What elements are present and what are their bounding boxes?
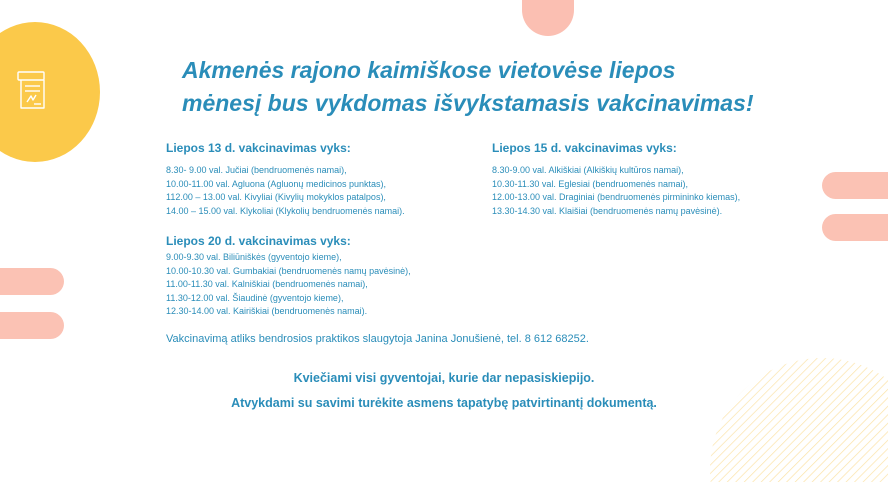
list-item: 10.00-11.00 val. Agluona (Agluonų medicinos punktas),: [166, 178, 386, 189]
title-line-2: mėnesį bus vykdomas išvykstamasis vakcinavimas!: [182, 90, 754, 116]
decorative-pill-top: [522, 0, 574, 36]
list-item: 12.00-13.00 val. Draginiai (bendruomenės pirmininko kiemas),: [492, 192, 741, 202]
cta-text-1: Kviečiami visi gyventojai, kurie dar nepasiskiepijo.: [293, 371, 595, 385]
list-item: 14.00 – 15.00 val. Klykoliai (Klykolių bendruomenės namai).: [166, 205, 405, 216]
list-item: 112.00 – 13.00 val. Kivyliai (Kivylių mokyklos patalpos),: [166, 192, 386, 202]
cta-line-1: [0, 371, 888, 385]
schedule-list-july-13: [166, 164, 405, 218]
list-item: 9.00-9.30 val. Biliūniškės (gyventojo kieme),: [166, 252, 342, 262]
list-item: 12.30-14.00 val. Kairiškiai (bendruomenės namai).: [166, 306, 368, 316]
cta-line-2: [0, 396, 888, 410]
section-heading-july-20: Liepos 20 d. vakcinavimas vyks:: [166, 234, 351, 248]
nurse-contact-note: Vakcinavimą atliks bendrosios praktikos slaugytoja Janina Jonušienė, tel. 8 612 68252.: [166, 333, 589, 345]
list-item: 8.30-9.00 val. Alkiškiai (Alkiškių kultūros namai),: [492, 165, 684, 175]
document-icon: [14, 70, 50, 119]
decorative-pill-left-2: [0, 312, 64, 339]
section-heading-july-13: Liepos 13 d. vakcinavimas vyks:: [166, 141, 351, 155]
cta-text-2: Atvykdami su savimi turėkite asmens tapatybę patvirtinantį dokumentą.: [231, 396, 657, 410]
list-item: 11.00-11.30 val. Kalniškiai (bendruomenės namai),: [166, 279, 368, 289]
schedule-list-july-20: [166, 251, 411, 319]
decorative-pill-left-1: [0, 268, 64, 295]
section-heading-july-15: Liepos 15 d. vakcinavimas vyks:: [492, 141, 677, 155]
schedule-list-july-15: [492, 164, 740, 218]
list-item: 10.00-10.30 val. Gumbakiai (bendruomenės namų pavėsinė),: [166, 265, 411, 276]
decorative-pill-right-1: [822, 172, 888, 199]
list-item: 11.30-12.00 val. Šiaudinė (gyventojo kieme),: [166, 292, 344, 303]
list-item: 13.30-14.30 val. Klaišiai (bendruomenės namų pavėsinė).: [492, 205, 723, 216]
list-item: 8.30- 9.00 val. Jučiai (bendruomenės namai),: [166, 165, 347, 175]
list-item: 10.30-11.30 val. Eglesiai (bendruomenės namai),: [492, 178, 688, 189]
decorative-pill-right-2: [822, 214, 888, 241]
page-title: [182, 54, 754, 120]
title-line-1: Akmenės rajono kaimiškose vietovėse liepos: [182, 57, 676, 83]
